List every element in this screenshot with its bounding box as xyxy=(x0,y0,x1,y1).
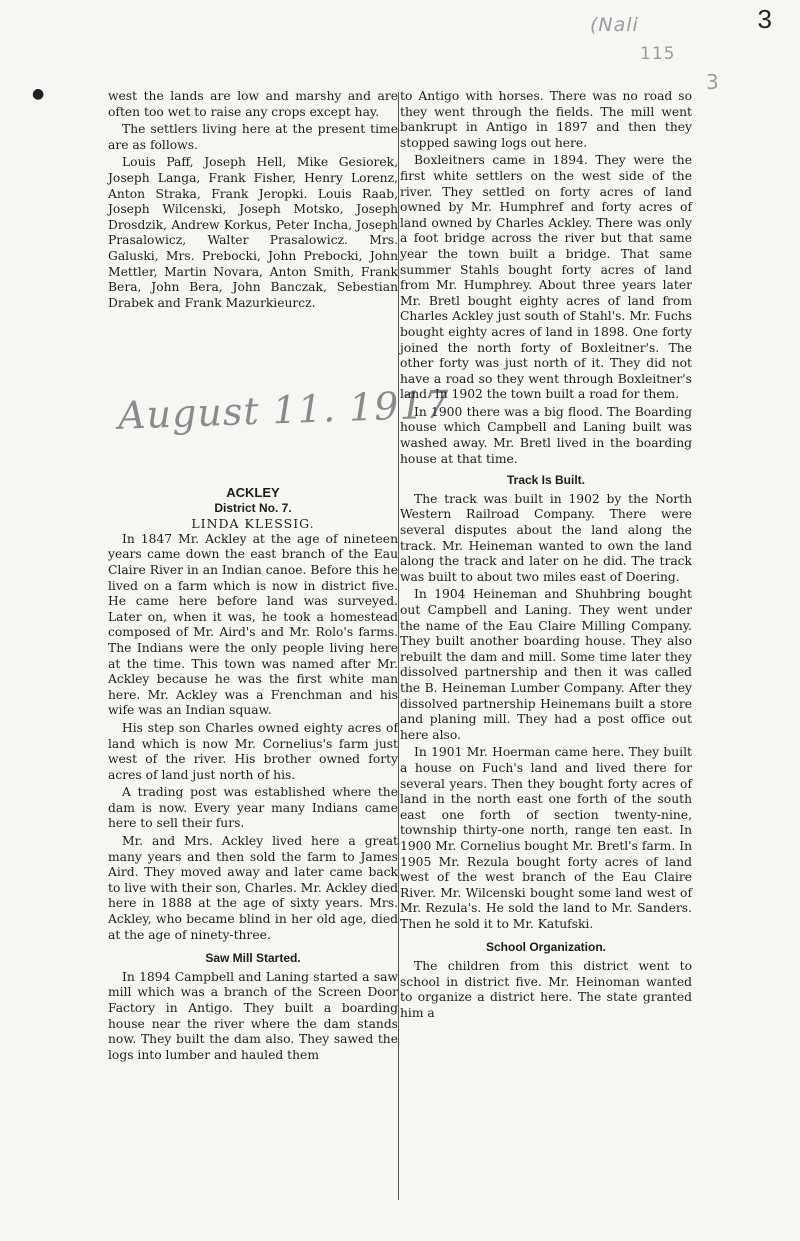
paragraph: In 1894 Campbell and Laning started a saw mill which was a branch of the Screen Door Factory in Antigo. They built a boarding house near the river where the dam stands now. They built the dam also. They sawed the logs into lumber and hauled them xyxy=(108,969,398,1062)
paragraph: His step son Charles owned eighty acres of land which is now Mr. Cornelius's farm just west of the river. His brother owned forty acres of land just north of his. xyxy=(108,720,398,782)
pencil-annotation-sub: 115 xyxy=(640,44,676,64)
handwritten-date: August 11. 1917 xyxy=(117,382,451,438)
settlers-list: Louis Paff, Joseph Hell, Mike Gesiorek, Joseph Langa, Frank Fisher, Henry Lorenz, Anton Straka, Frank Jeropki. Louis Raab, Joseph Wilcenski, Joseph Motsko, Joseph Drosdzik, Andrew Korkus, Peter Incha, Joseph Prasalowicz, Walter Prasalowicz. Mrs. Galuski, Mrs. Prebocki, John Prebocki, John Mettler, Martin Novara, Anton Smith, Frank Bera, John Bera, John Banczak, Sebestian Drabek and Frank Mazurkieurcz. xyxy=(108,155,398,310)
paragraph: Mr. and Mrs. Ackley lived here a great many years and then sold the farm to James Aird. They moved away and later came back to live with their son, Charles. Mr. Ackley died here in 1888 at the age of sixty years. Mrs. Ackley, who became blind in her old age, died at the age of ninety-three. xyxy=(108,834,398,942)
paragraph: Boxleitners came in 1894. They were the first white settlers on the west side of the river. They settled on forty acres of land owned by Mr. Humphref and forty acres of land owned by Charles Ackley. There was only a foot bridge across the river but that same year the town built a bridge. That same summer Stahls bought forty acres of land from Mr. Humphrey. About three years later Mr. Bretl bought eighty acres of land from Charles Ackley just south of Stahl's. Mr. Fuchs bought eighty acres of land in 1898. One forty joined the north forty of Boxleitner's. The other forty was just north of it. They did not have a road so they went through Boxleitner's land. In 1902 the town built a road for them. xyxy=(400,153,692,402)
paragraph: The children from this district went to school in district five. Mr. Heinoman wanted to organize a district here. The state granted him a xyxy=(400,959,692,1020)
article-author: LINDA KLESSIG. xyxy=(191,516,315,532)
article-title: ACKLEY xyxy=(226,485,280,500)
pencil-annotation: (Nali xyxy=(590,14,639,36)
paragraph: In 1904 Heineman and Shuhbring bought out Campbell and Laning. They went under the name of the Eau Claire Milling Company. They built another boarding house. They also rebuilt the dam and mill. Some time later they dissolved partnership and then it was called the B. Heineman Lumber Company. After they dissolved partnership Heinemans built a store and planing mill. They had a post office out here also. xyxy=(400,587,692,742)
margin-mark-icon: ● xyxy=(32,86,45,102)
paragraph: In 1901 Mr. Hoerman came here. They built a house on Fuch's land and lived there for several years. Then they bought forty acres of land in the north east one forth of the south east one forth of section twenty-nine, township thirty-one north, range ten east. In 1900 Mr. Cornelius bought Mr. Bretl's farm. In 1905 Mr. Rezula bought forty acres of land west of the west branch of the Eau Claire River. Mr. Wilcenski bought some land west of Mr. Rezula's. He sold the land to Mr. Sanders. Then he sold it to Mr. Katufski. xyxy=(400,745,692,931)
paragraph: A trading post was established where the dam is now. Every year many Indians came here to sell their furs. xyxy=(108,785,398,831)
section-heading-saw-mill: Saw Mill Started. xyxy=(205,951,301,966)
article-district: District No. 7. xyxy=(214,500,292,515)
right-column xyxy=(400,89,692,1021)
paragraph: to Antigo with horses. There was no road so they went through the fields. The mill went bankrupt in Antigo in 1897 and then they stopped sawing logs out here. xyxy=(400,89,692,150)
section-heading-track: Track Is Built. xyxy=(506,473,586,488)
section-heading-school: School Organization. xyxy=(485,940,606,955)
column-divider xyxy=(398,92,399,1200)
left-column-article xyxy=(108,485,398,1063)
paragraph: The settlers living here at the present time are as follows. xyxy=(108,122,398,152)
paragraph: The track was built in 1902 by the North Western Railroad Company. There were several disputes about the land along the track. Mr. Heineman wanted to own the land along the track and later on he did. The track was built to about two miles east of Doering. xyxy=(400,491,692,584)
pencil-annotation-number: 3 xyxy=(706,70,720,94)
paragraph: In 1847 Mr. Ackley at the age of nineteen years came down the east branch of the Eau Claire River in an Indian canoe. Before this he lived on a farm which is now in district five. He came here before land was surveyed. Later on, when it was, he took a homestead composed of Mr. Aird's and Mr. Rolo's farms. The Indians were the only people living here at the time. This town was named after Mr. Ackley because he was the first white man here. Mr. Ackley was a Frenchman and his wife was an Indian squaw. xyxy=(108,531,398,718)
page-number: 3 xyxy=(757,4,772,34)
left-column-top xyxy=(108,89,398,311)
paragraph: In 1900 there was a big flood. The Boarding house which Campbell and Laning built was washed away. Mr. Bretl lived in the boarding house at that time. xyxy=(400,404,692,466)
paragraph: west the lands are low and marshy and are often too wet to raise any crops except hay. xyxy=(108,89,398,119)
